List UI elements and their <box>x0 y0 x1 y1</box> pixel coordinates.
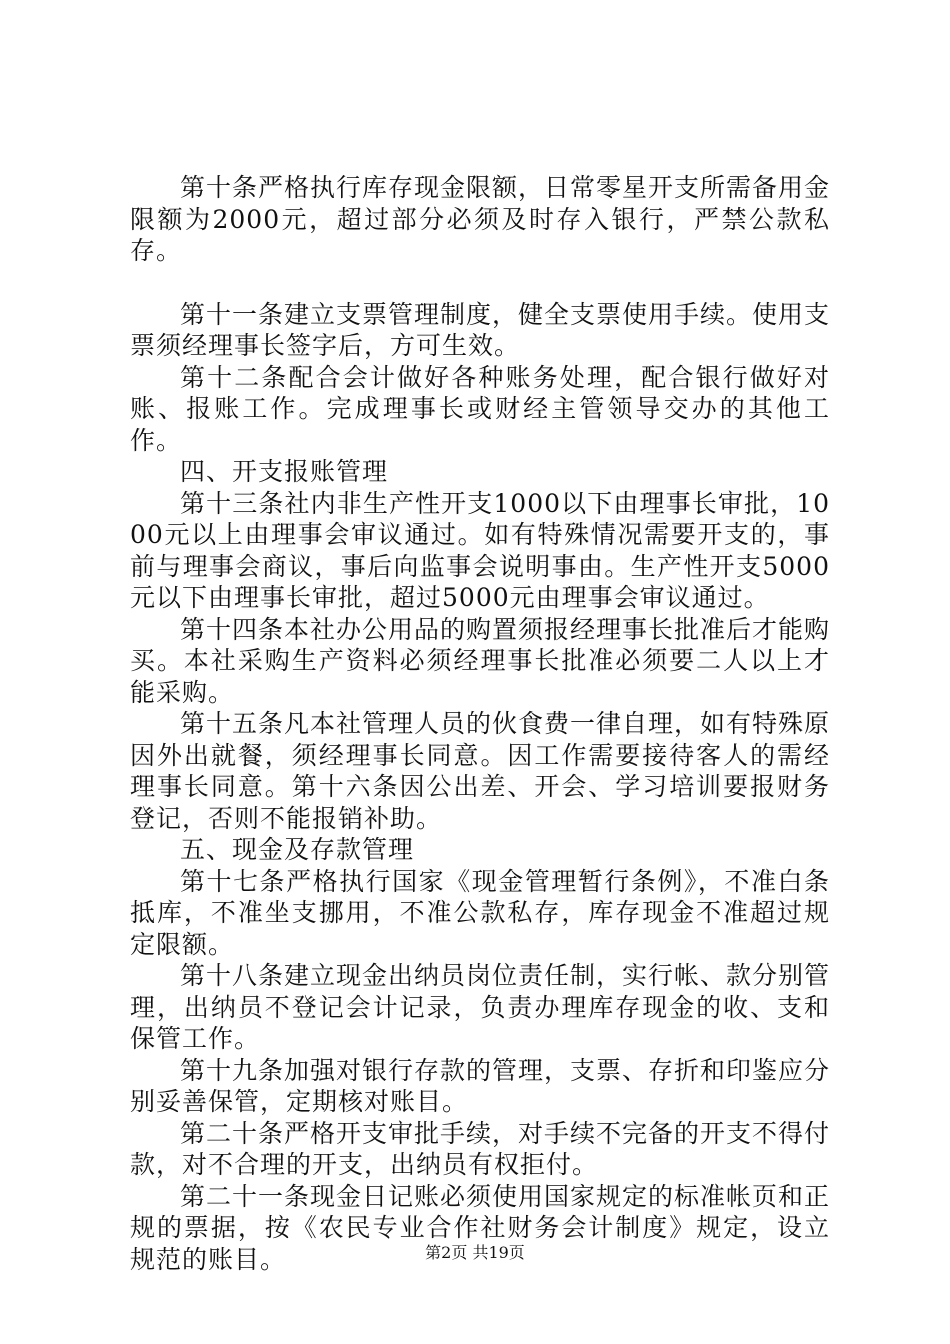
article-21: 第二十一条现金日记账必须使用国家规定的标准帐页和正规的票据，按《农民专业合作社财务会计制度》规定，设立规范的账目。 <box>130 1181 831 1274</box>
article-14: 第十四条本社办公用品的购置须报经理事长批准后才能购买。本社采购生产资料必须经理事长批准必须要二人以上才能采购。 <box>130 614 831 707</box>
article-12: 第十二条配合会计做好各种账务处理，配合银行做好对账、报账工作。完成理事长或财经主管领导交办的其他工作。 <box>130 362 830 455</box>
article-13: 第十三条社内非生产性开支1000以下由理事长审批，1000元以上由理事会审议通过。如有特殊情况需要开支的，事前与理事会商议，事后向监事会说明事由。生产性开支5000元以下由理事长审批，超过5000元由理事会审议通过。 <box>130 488 830 612</box>
section-heading-expense: 四、开支报账管理 <box>180 457 389 486</box>
article-19: 第十九条加强对银行存款的管理，支票、存折和印鉴应分别妥善保管，定期核对账目。 <box>130 1055 831 1116</box>
page-footer: 第2页 共19页 <box>425 1243 525 1262</box>
article-18: 第十八条建立现金出纳员岗位责任制，实行帐、款分别管理，出纳员不登记会计记录，负责办理库存现金的收、支和保管工作。 <box>130 961 831 1053</box>
article-10: 第十条严格执行库存现金限额，日常零星开支所需备用金限额为2000元，超过部分必须及时存入银行，严禁公款私存。 <box>130 173 831 265</box>
section-heading-cash: 五、现金及存款管理 <box>180 835 415 864</box>
document-body <box>130 172 830 1275</box>
article-11: 第十一条建立支票管理制度，健全支票使用手续。使用支票须经理事长签字后，方可生效。 <box>130 299 831 360</box>
article-15-16: 第十五条凡本社管理人员的伙食费一律自理，如有特殊原因外出就餐，须经理事长同意。因工作需要接待客人的需经理事长同意。第十六条因公出差、开会、学习培训要报财务登记，否则不能报销补助。 <box>130 709 831 833</box>
article-17: 第十七条严格执行国家《现金管理暂行条例》，不准白条抵库，不准坐支挪用，不准公款私存，库存现金不准超过规定限额。 <box>130 866 830 959</box>
article-20: 第二十条严格开支审批手续，对手续不完备的开支不得付款，对不合理的开支，出纳员有权拒付。 <box>130 1118 831 1179</box>
